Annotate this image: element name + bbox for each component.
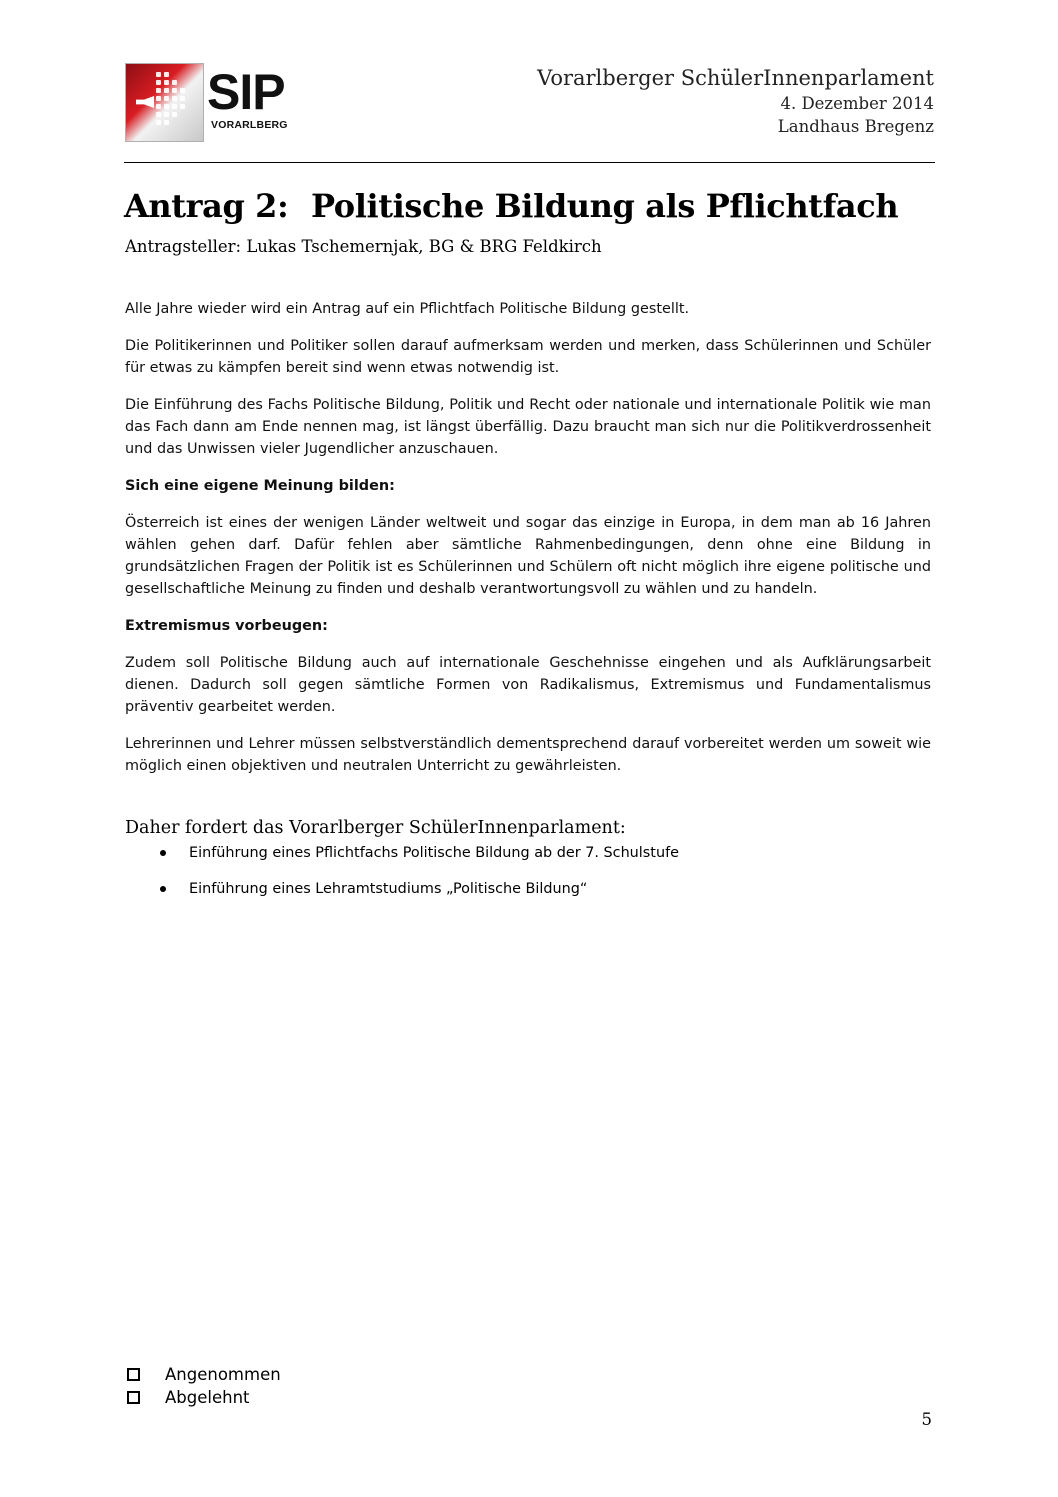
vote-option-rejected[interactable] [125, 1386, 281, 1409]
parliament-emblem-icon [125, 63, 204, 142]
motion-number: Antrag 2: [124, 187, 289, 225]
logo-wordmark: SIP [207, 64, 285, 120]
bullet-icon [160, 850, 166, 856]
seat-dots-graphic [156, 72, 196, 128]
list-item [125, 842, 931, 864]
megaphone-icon [136, 96, 154, 108]
body-paragraph: Österreich ist eines der wenigen Länder weltweit und sogar das einzige in Europa, in dem man ab 16 Jahren wählen gehen darf. Dafür fehlen aber sämtliche Rahmenbedingungen, denn ohne eine Bildung in grundsätzlichen Fragen der Politik ist es Schülerinnen und Schülern oft nicht möglich ihre eigene politische und gesellschaftliche Meinung zu finden und deshalb verantwortungsvoll zu wählen und zu handeln. [125, 515, 931, 597]
vote-options [125, 1363, 281, 1409]
body-paragraph: Zudem soll Politische Bildung auch auf internationale Geschehnisse eingehen und als Aufklärungsarbeit dienen. Dadurch soll gegen sämtliche Formen von Radikalismus, Extremismus und Fundamentalismus präventiv gearbeitet werden. [125, 655, 931, 715]
document-header [537, 64, 934, 138]
sip-logo [125, 63, 290, 141]
section-heading: Sich eine eigene Meinung bilden: [125, 478, 395, 494]
demand-text: Einführung eines Lehramtstudiums „Politische Bildung“ [189, 881, 588, 897]
vote-label: Abgelehnt [165, 1388, 250, 1407]
motion-body [125, 298, 931, 792]
logo-subtext: VORARLBERG [211, 119, 288, 131]
body-paragraph: Die Politikerinnen und Politiker sollen darauf aufmerksam werden und merken, dass Schülerinnen und Schüler für etwas zu kämpfen bereit sind wenn etwas notwendig ist. [125, 338, 931, 376]
body-paragraph: Lehrerinnen und Lehrer müssen selbstverständlich dementsprechend darauf vorbereitet werden um soweit wie möglich einen objektiven und neutralen Unterricht zu gewährleisten. [125, 736, 931, 774]
page-number: 5 [921, 1410, 932, 1429]
page-title [124, 184, 944, 228]
list-item [125, 878, 931, 900]
checkbox-icon[interactable] [127, 1368, 140, 1381]
header-organization: Vorarlberger SchülerInnenparlament [537, 66, 934, 90]
header-divider [124, 162, 935, 163]
checkbox-icon[interactable] [127, 1391, 140, 1404]
motion-title: Politische Bildung als Pflichtfach [311, 187, 899, 225]
header-location: Landhaus Bregenz [777, 117, 934, 136]
header-date: 4. Dezember 2014 [780, 94, 934, 113]
body-paragraph: Die Einführung des Fachs Politische Bildung, Politik und Recht oder nationale und internationale Politik wie man das Fach dann am Ende nennen mag, ist längst überfällig. Dazu braucht man sich nur die Politikverdrossenheit und das Unwissen vieler Jugendlicher anzuschauen. [125, 397, 931, 457]
applicant-line: Antragsteller: Lukas Tschemernjak, BG & BRG Feldkirch [125, 237, 602, 256]
section-heading: Extremismus vorbeugen: [125, 618, 328, 634]
vote-option-accepted[interactable] [125, 1363, 281, 1386]
bullet-icon [160, 886, 166, 892]
demands-list [125, 842, 931, 914]
demand-text: Einführung eines Pflichtfachs Politische Bildung ab der 7. Schulstufe [189, 845, 679, 861]
body-paragraph: Alle Jahre wieder wird ein Antrag auf ein Pflichtfach Politische Bildung gestellt. [125, 301, 690, 317]
vote-label: Angenommen [165, 1365, 281, 1384]
demands-intro: Daher fordert das Vorarlberger SchülerInnenparlament: [125, 818, 626, 838]
